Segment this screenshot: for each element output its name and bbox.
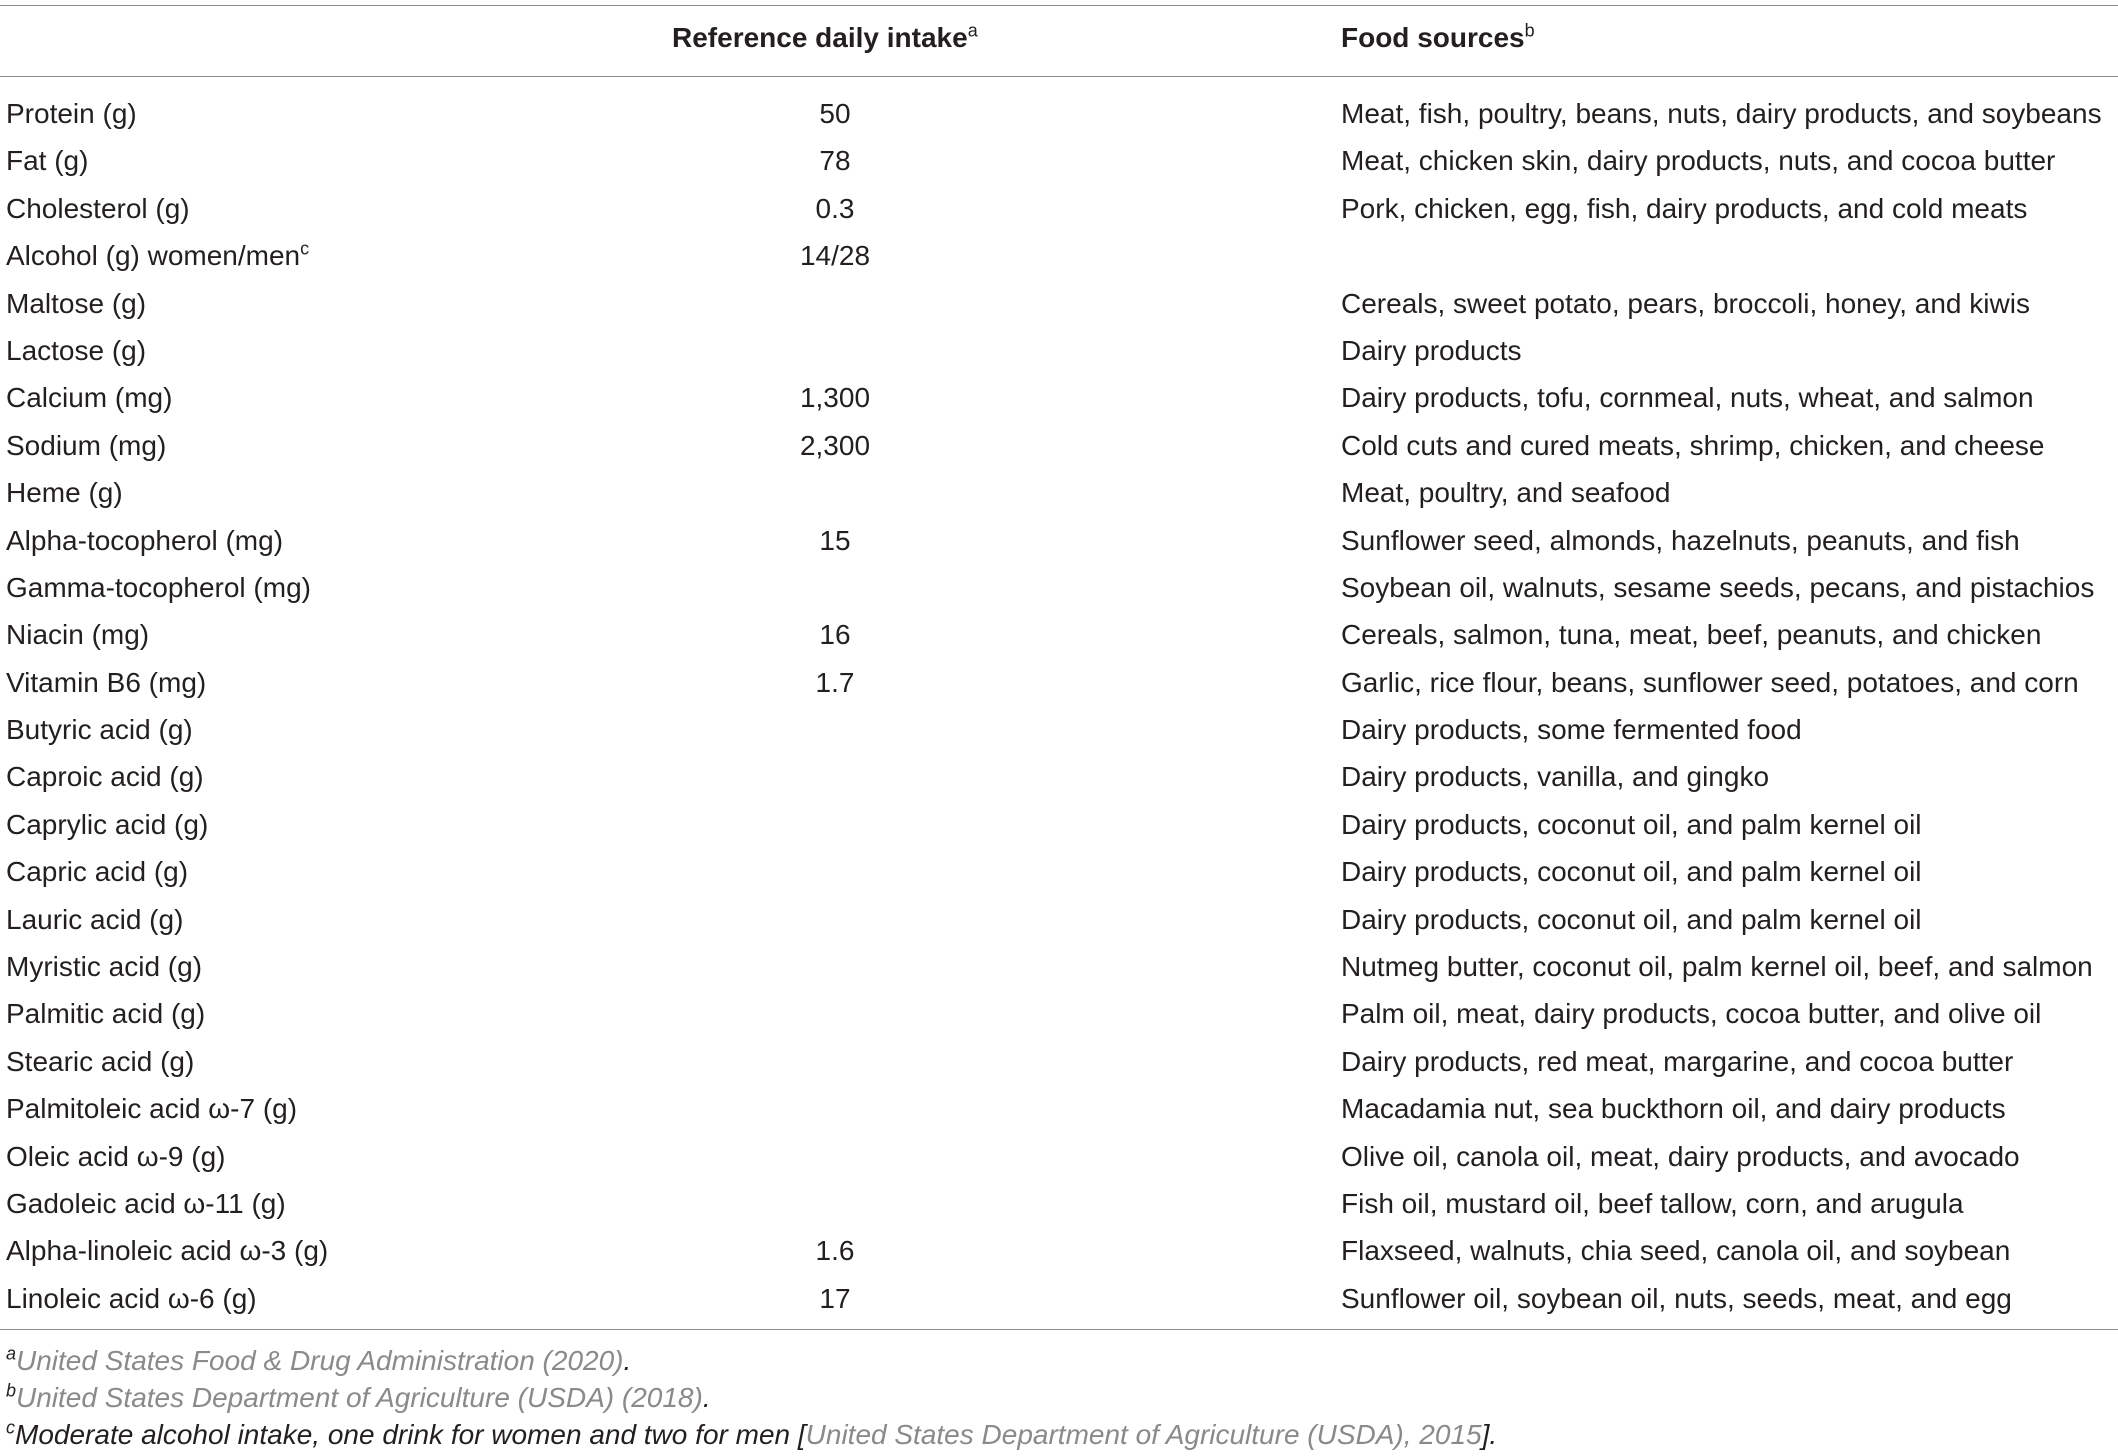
nutrient-name-cell: [6, 1038, 194, 1085]
footnote-mark: b: [6, 1380, 17, 1401]
nutrient-name-cell: [6, 848, 188, 895]
citation-link[interactable]: United States Food & Drug Administration (2020): [16, 1345, 624, 1376]
table-row: [0, 1038, 2118, 1085]
nutrient-name-cell: [6, 469, 123, 516]
nutrient-name: Linoleic acid ω-6 (g): [6, 1282, 257, 1314]
food-sources-cell: Dairy products, some fermented food: [1341, 714, 1802, 746]
table-row: [0, 1180, 2118, 1227]
nutrient-name: Protein (g): [6, 98, 137, 129]
nutrient-name: Alcohol (g) women/men: [6, 240, 301, 272]
nutrient-name-cell: [6, 1133, 225, 1180]
food-sources-cell: Pork, chicken, egg, fish, dairy products, and cold meats: [1341, 192, 2028, 224]
table-top-rule: [0, 5, 2118, 6]
food-sources-cell: Palm oil, meat, dairy products, cocoa butter, and olive oil: [1341, 998, 2042, 1030]
nutrient-name-cell: [6, 327, 146, 374]
nutrient-name-cell: [6, 517, 283, 564]
table-row: [0, 990, 2118, 1037]
nutrient-name: Vitamin B6 (mg): [6, 666, 207, 698]
citation-link[interactable]: United States Department of Agriculture (USDA), 2015: [805, 1419, 1482, 1450]
nutrient-name: Caprylic acid (g): [6, 808, 209, 840]
reference-intake-cell: 50: [819, 98, 851, 129]
nutrient-name-cell: [6, 753, 204, 800]
table-row: [0, 1085, 2118, 1132]
food-sources-cell: Soybean oil, walnuts, sesame seeds, pecans, and pistachios: [1341, 571, 2095, 603]
nutrient-name: Oleic acid ω-9 (g): [6, 1140, 226, 1172]
nutrient-name: Heme (g): [6, 477, 123, 509]
nutrient-name-cell: [6, 564, 311, 611]
reference-intake-cell: 1,300: [799, 382, 871, 414]
reference-intake-cell: 14/28: [799, 240, 871, 272]
food-sources-cell: Dairy products, coconut oil, and palm kernel oil: [1341, 903, 1922, 935]
nutrient-name: Butyric acid (g): [6, 714, 193, 746]
nutrient-name: Fat (g): [6, 145, 89, 177]
nutrient-name-cell: [6, 1275, 257, 1322]
reference-intake-cell: 17: [819, 1282, 851, 1314]
table-row: [0, 90, 2118, 137]
nutrient-name-cell: [6, 232, 309, 279]
food-sources-cell: Sunflower seed, almonds, hazelnuts, peanuts, and fish: [1341, 524, 2020, 556]
nutrient-name-cell: [6, 943, 202, 990]
table-row: [0, 848, 2118, 895]
food-sources-cell: Macadamia nut, sea buckthorn oil, and dairy products: [1341, 1093, 2006, 1125]
header-reference-daily-intake: Reference daily intake$^a$: [672, 20, 978, 53]
nutrient-name-cell: [6, 374, 172, 421]
reference-intake-cell: 1.6: [815, 1235, 855, 1267]
nutrient-name-cell: [6, 1227, 328, 1274]
food-sources-cell: Sunflower oil, soybean oil, nuts, seeds, meat, and egg: [1341, 1282, 2012, 1314]
table-row: [0, 801, 2118, 848]
nutrient-name: Sodium (mg): [6, 429, 167, 461]
food-sources-cell: Dairy products, coconut oil, and palm kernel oil: [1341, 856, 1922, 888]
nutrient-name: Gamma-tocopherol (mg): [6, 571, 311, 603]
food-sources-cell: Dairy products: [1341, 334, 1522, 366]
table-row: [0, 327, 2118, 374]
nutrient-name-cell: [6, 896, 183, 943]
food-sources-cell: Olive oil, canola oil, meat, dairy products, and avocado: [1341, 1140, 2020, 1172]
table-footnotes: [6, 1342, 2106, 1453]
citation-link[interactable]: United States Department of Agriculture (USDA) (2018): [16, 1382, 703, 1413]
table-row: [0, 564, 2118, 611]
table-bottom-rule: [0, 1329, 2118, 1330]
footnote-punctuation: .: [702, 1382, 711, 1413]
food-sources-cell: Meat, fish, poultry, beans, nuts, dairy products, and soybeans: [1341, 98, 2102, 129]
nutrient-name-cell: [6, 185, 190, 232]
reference-intake-cell: 2,300: [799, 429, 871, 461]
food-sources-cell: Nutmeg butter, coconut oil, palm kernel oil, beef, and salmon: [1341, 951, 2093, 983]
nutrient-name: Capric acid (g): [6, 856, 189, 888]
table-row: [0, 374, 2118, 421]
table-row: [0, 1227, 2118, 1274]
table-row: [0, 280, 2118, 327]
nutrient-name: Lactose (g): [6, 334, 147, 366]
table-row: [0, 469, 2118, 516]
reference-intake-cell: 16: [819, 619, 851, 651]
nutrient-name: Palmitic acid (g): [6, 998, 206, 1030]
footnote: [6, 1342, 2106, 1379]
table-row: [0, 659, 2118, 706]
table-row: [0, 1275, 2118, 1322]
footnote-mark: c: [6, 1417, 15, 1438]
food-sources-cell: Meat, chicken skin, dairy products, nuts, and cocoa butter: [1341, 145, 2056, 177]
food-sources-cell: Cold cuts and cured meats, shrimp, chicken, and cheese: [1341, 429, 2045, 461]
nutrient-name-cell: [6, 659, 206, 706]
table-row: [0, 611, 2118, 658]
footnote: [6, 1416, 2106, 1453]
table-row: [0, 706, 2118, 753]
footnote-marker: c: [300, 238, 310, 259]
nutrient-name-cell: [6, 137, 88, 184]
nutrient-name-cell: [6, 280, 146, 327]
table-row: [0, 137, 2118, 184]
nutrient-name: Caproic acid (g): [6, 761, 204, 793]
nutrient-name: Niacin (mg): [6, 619, 150, 651]
food-sources-cell: Dairy products, red meat, margarine, and cocoa butter: [1341, 1045, 2014, 1077]
nutrient-name: Gadoleic acid ω-11 (g): [6, 1187, 286, 1219]
table-row: [0, 943, 2118, 990]
table-row: [0, 753, 2118, 800]
table-row: [0, 1133, 2118, 1180]
nutrient-name: Calcium (mg): [6, 382, 173, 414]
table-row: [0, 896, 2118, 943]
food-sources-cell: Fish oil, mustard oil, beef tallow, corn, and arugula: [1341, 1187, 1964, 1219]
footnote-punctuation: .: [623, 1345, 632, 1376]
nutrient-name-cell: [6, 1085, 297, 1132]
nutrient-name: Alpha-linoleic acid ω-3 (g): [6, 1235, 329, 1267]
food-sources-cell: Flaxseed, walnuts, chia seed, canola oil, and soybean: [1341, 1235, 2011, 1267]
reference-intake-cell: 78: [819, 145, 851, 177]
nutrient-name: Myristic acid (g): [6, 951, 203, 983]
food-sources-cell: Garlic, rice flour, beans, sunflower seed, potatoes, and corn: [1341, 666, 2079, 698]
nutrient-name-cell: [6, 611, 149, 658]
food-sources-cell: Cereals, salmon, tuna, meat, beef, peanuts, and chicken: [1341, 619, 2042, 651]
nutrient-name-cell: [6, 1180, 286, 1227]
table-row: [0, 517, 2118, 564]
food-sources-cell: Cereals, sweet potato, pears, broccoli, honey, and kiwis: [1341, 287, 2030, 319]
nutrient-name-cell: [6, 801, 208, 848]
nutrient-name: Cholesterol (g): [6, 192, 190, 224]
nutrient-name: Alpha-tocopherol (mg): [6, 524, 284, 556]
food-sources-cell: Dairy products, vanilla, and gingko: [1341, 761, 1770, 793]
nutrient-name: Lauric acid (g): [6, 903, 184, 935]
table-row: [0, 422, 2118, 469]
footnote-mark: a: [6, 1343, 17, 1364]
nutrient-name-cell: [6, 90, 137, 137]
nutrient-name: Palmitoleic acid ω-7 (g): [6, 1093, 298, 1125]
nutrient-name-cell: [6, 422, 166, 469]
table-header: [0, 22, 2118, 62]
footnote-punctuation: ].: [1481, 1419, 1498, 1450]
table-header-rule: [0, 76, 2118, 77]
table-row: [0, 185, 2118, 232]
food-sources-cell: Dairy products, tofu, cornmeal, nuts, wheat, and salmon: [1341, 382, 2034, 414]
reference-intake-cell: 0.3: [815, 192, 855, 224]
footnote-text: Moderate alcohol intake, one drink for women and two for men [: [15, 1419, 806, 1450]
reference-intake-cell: 15: [819, 524, 851, 556]
table-row: [0, 232, 2118, 279]
food-sources-cell: Dairy products, coconut oil, and palm kernel oil: [1341, 808, 1922, 840]
nutrient-name: Stearic acid (g): [6, 1045, 195, 1077]
footnote: [6, 1379, 2106, 1416]
table-body: [0, 90, 2118, 1322]
nutrient-name-cell: [6, 706, 193, 753]
reference-intake-cell: 1.7: [815, 666, 855, 698]
nutrient-name-cell: [6, 990, 205, 1037]
food-sources-cell: Meat, poultry, and seafood: [1341, 477, 1671, 509]
header-food-sources: Food sources$^b$: [1341, 20, 1535, 53]
nutrient-name: Maltose (g): [6, 287, 147, 319]
